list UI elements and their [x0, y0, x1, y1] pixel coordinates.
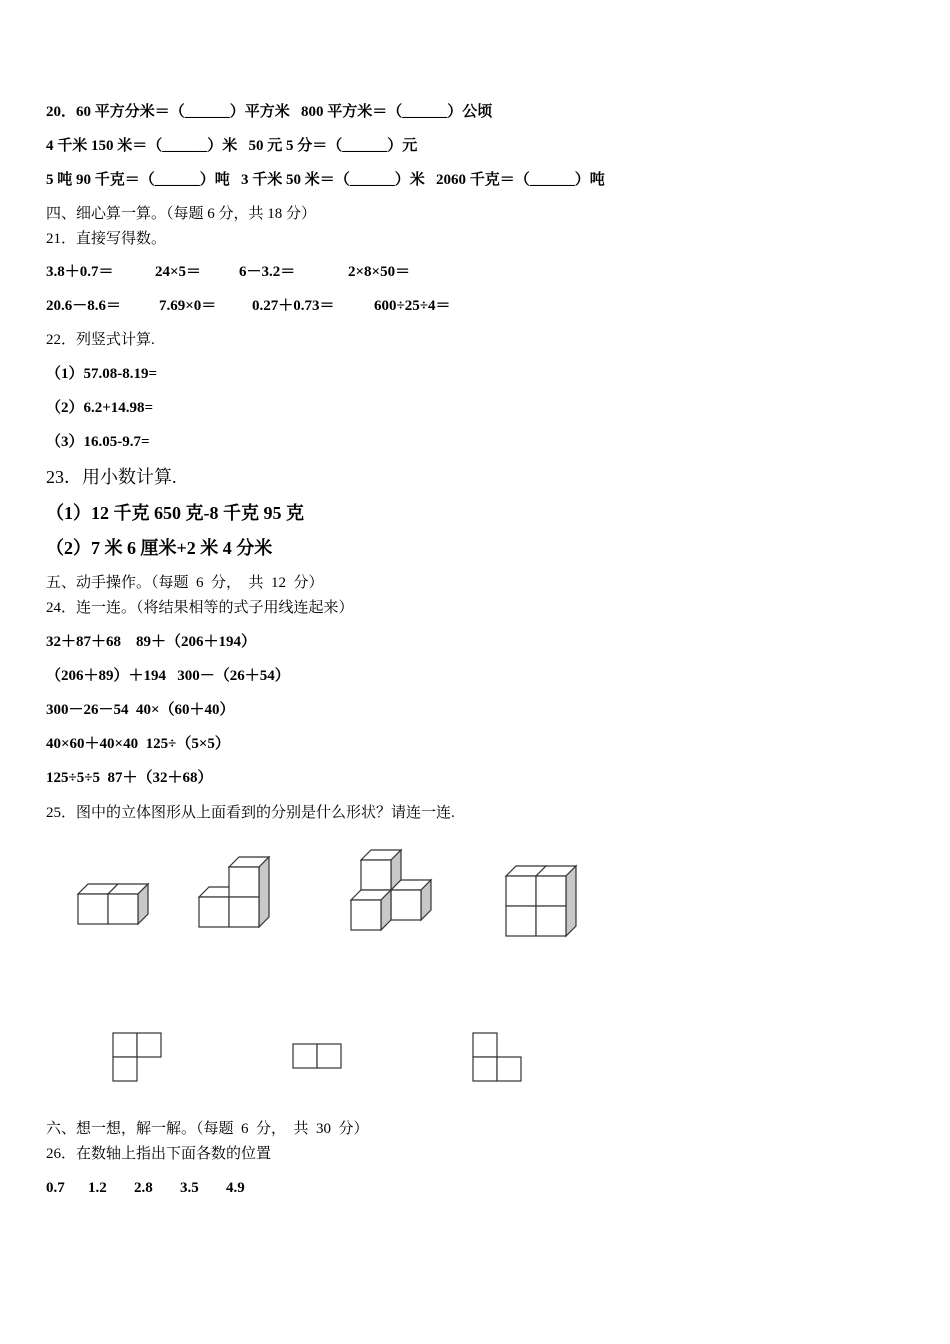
q26-title: 26．在数轴上指出下面各数的位置 — [46, 1146, 272, 1162]
q20-line2: 4 千米 150 米＝（______）米 50 元 5 分＝（______）元 — [46, 138, 418, 154]
q22-title: 22．列竖式计算. — [46, 332, 155, 348]
q21-item: 7.69×0＝ — [159, 298, 217, 314]
q22-item: （2）6.2+14.98= — [46, 400, 154, 416]
q21-item: 20.6－8.6＝ — [46, 298, 122, 314]
q26-number: 1.2 — [88, 1180, 107, 1196]
q23-item: （2）7 米 6 厘米+2 米 4 分米 — [46, 538, 273, 558]
q21-item: 24×5＝ — [155, 264, 202, 280]
section4-title: 四、细心算一算。（每题 6 分，共 18 分） — [46, 206, 317, 222]
q26-number: 0.7 — [46, 1180, 65, 1196]
q26-number: 3.5 — [180, 1180, 199, 1196]
solid-figure-3 — [345, 845, 440, 935]
q25-title: 25．图中的立体图形从上面看到的分别是什么形状？请连一连. — [46, 805, 455, 821]
q26-number: 4.9 — [226, 1180, 245, 1196]
q22-item: （1）57.08-8.19= — [46, 366, 158, 382]
section5-title: 五、动手操作。（每题 6 分， 共 12 分） — [46, 575, 324, 591]
section6-title: 六、想一想，解一解。（每题 6 分， 共 30 分） — [46, 1121, 369, 1137]
q21-item: 0.27＋0.73＝ — [252, 298, 335, 314]
q24-row: （206＋89）＋194 300－（26＋54） — [46, 668, 290, 684]
solid-figure-4 — [498, 858, 588, 940]
q20-line3: 5 吨 90 千克＝（______）吨 3 千米 50 米＝（______）米 2060 千克＝（______）吨 — [46, 172, 605, 188]
q23-item: （1）12 千克 650 克-8 千克 95 克 — [46, 503, 304, 523]
q22-item: （3）16.05-9.7= — [46, 434, 150, 450]
top-view-1 — [110, 1030, 165, 1085]
q21-item: 6－3.2＝ — [239, 264, 296, 280]
top-view-3 — [470, 1030, 525, 1085]
q20-line1: 20．60 平方分米＝（______）平方米 800 平方米＝（______）公顷 — [46, 104, 493, 120]
q24-row: 40×60＋40×40 125÷（5×5） — [46, 736, 230, 752]
solid-figure-2 — [192, 850, 282, 932]
top-view-2 — [290, 1041, 345, 1071]
q21-item: 3.8＋0.7＝ — [46, 264, 114, 280]
q21-item: 600÷25÷4＝ — [374, 298, 451, 314]
q21-title: 21．直接写得数。 — [46, 231, 167, 247]
q24-row: 125÷5÷5 87＋（32＋68） — [46, 770, 213, 786]
q24-row: 300－26－54 40×（60＋40） — [46, 702, 235, 718]
q24-title: 24．连一连。（将结果相等的式子用线连起来） — [46, 600, 354, 616]
q21-item: 2×8×50＝ — [348, 264, 411, 280]
solid-figure-1 — [70, 868, 160, 930]
q24-row: 32＋87＋68 89＋（206＋194） — [46, 634, 257, 650]
q23-title: 23．用小数计算. — [46, 467, 177, 487]
q26-number: 2.8 — [134, 1180, 153, 1196]
